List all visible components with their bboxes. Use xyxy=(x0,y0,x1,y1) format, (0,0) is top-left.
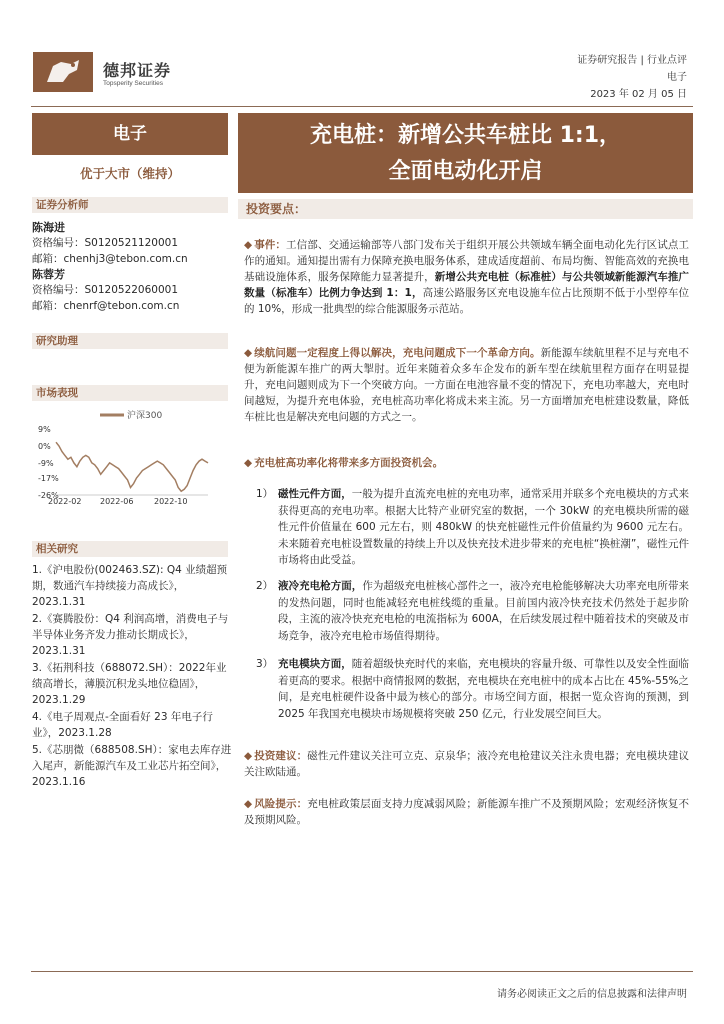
rating-label: 优于大市（维持） xyxy=(79,166,180,181)
logo-english-text: Topsperity Securities xyxy=(103,80,163,87)
advice-text: 磁性元件建议关注可立克、京泉华；液冷充电枪建议关注永贵电器；充电模块建议关注欧陆通。 xyxy=(244,750,690,778)
event-text-b: 高速公路服务区充电设施车位占比预期不低于小型停车位的 10%，形成一批典型的综合能源服务示范站。 xyxy=(244,287,689,315)
advice-paragraph xyxy=(244,748,689,780)
market-chart xyxy=(32,405,228,505)
liquid-cooling-text: 作为超级充电桩核心部件之一，液冷充电枪能够解决大功率充电所带来的发热问题，同时也能减轻充电桩线缆的重量。目前国内液冷快充技术仍然处于起步阶段，主流的液冷快充充电枪的电流指标为 600A，在后续发展过程中随着技术的突破及市场竞争，液冷充电枪市场值得期待。 xyxy=(278,580,690,642)
logo-text: 德邦证券 xyxy=(103,61,172,80)
bullet-icon: ◆ xyxy=(244,457,253,469)
assistant-section-header: 研究助理 xyxy=(32,333,228,349)
event-paragraph xyxy=(244,237,689,317)
event-text-bold: 新增公共充电桩（标准桩）与公共领域新能源汽车推广数量（标准车）比例力争达到 1：1， xyxy=(244,271,690,299)
magnetic-paragraph xyxy=(278,486,689,569)
liquid-cooling-paragraph xyxy=(278,578,689,644)
x-tick-label: 2022-06 xyxy=(100,497,134,505)
title-line: 充电桩：新增公共车桩比 1:1， xyxy=(309,123,622,148)
analyst-name: 陈海进 xyxy=(32,221,65,234)
bullet-icon: ◆ xyxy=(244,798,253,810)
range-paragraph xyxy=(244,345,689,425)
opportunity-paragraph xyxy=(244,455,689,471)
range-lead: 续航问题一定程度上得以解决，充电问题成下一个革命方向。 xyxy=(254,347,541,359)
risk-lead: 风险提示： xyxy=(254,798,308,810)
event-text-a: 工信部、交通运输部等八部门发布关于组织开展公共领域车辆全面电动化先行区试点工作的通知。通知提出需有力保障充换电服务体系，建成适度超前、布局均衡、智能高效的充换电基础设施体系，服务保障能力显著提升， xyxy=(244,239,690,283)
bullet-icon: ◆ xyxy=(244,750,253,762)
y-tick-label: -9% xyxy=(38,458,54,468)
related-item[interactable]: 4.《电子周观点-全面看好 23 年电子行业》，2023.1.28 xyxy=(32,711,213,739)
report-type: 证券研究报告 | 行业点评 xyxy=(577,55,687,66)
bullet-icon: ◆ xyxy=(244,347,253,359)
x-tick-label: 2022-02 xyxy=(48,497,82,505)
analyst-email: 邮箱：chenrf@tebon.com.cn xyxy=(32,300,180,312)
related-item[interactable]: 5.《芯朋微（688508.SH）：家电去库存进入尾声，新能源汽车及工业芯片拓空间》，2023.1.16 xyxy=(32,744,232,788)
y-tick-label: 9% xyxy=(38,425,51,434)
module-lead: 充电模块方面， xyxy=(278,658,352,670)
sub-item-number: 2） xyxy=(256,580,274,592)
related-list xyxy=(32,562,232,791)
analyst-cert: 资格编号：S0120522060001 xyxy=(32,284,179,296)
analyst-email: 邮箱：chenhj3@tebon.com.cn xyxy=(32,253,188,265)
report-date: 2023 年 02 月 05 日 xyxy=(590,89,687,100)
report-industry: 电子 xyxy=(667,72,687,83)
related-item[interactable]: 1.《沪电股份(002463.SZ): Q4 业绩超预期，数通汽车持续接力高成长》，2023.1.31 xyxy=(32,564,228,608)
x-tick-label: 2022-10 xyxy=(154,497,188,505)
y-tick-label: -26% xyxy=(38,491,59,500)
related-item[interactable]: 3.《拓荆科技（688072.SH）：2022年业绩高增长，薄膜沉积龙头地位稳固》，2023.1.29 xyxy=(32,662,227,706)
series-line xyxy=(56,442,208,491)
magnetic-text: 一般为提升直流充电桩的充电功率，通常采用并联多个充电模块的方式来获得更高的充电功率。根据大比特产业研究室的数据，一个 30kW 的充电模块所需的磁性元件价值量在 600 元左右，则 480kW 的快充桩磁性元件价值量约为 9600 元左右。未来随着充电桩设置数量的持续上升以及快充技术进步带来的充电桩“换桩潮”，磁性元件市场将由此受益。 xyxy=(278,488,690,566)
risk-paragraph xyxy=(244,796,689,828)
magnetic-lead: 磁性元件方面， xyxy=(278,488,352,500)
sector-label: 电子 xyxy=(32,113,228,155)
footer-divider xyxy=(31,971,693,972)
y-tick-label: -17% xyxy=(38,474,59,484)
report-title xyxy=(238,113,693,193)
module-paragraph xyxy=(278,656,689,722)
investment-highlights-header: 投资要点： xyxy=(238,199,693,219)
market-section-header: 市场表现 xyxy=(32,385,228,401)
y-tick-label: 0% xyxy=(38,441,51,451)
analyst-cert: 资格编号：S0120521120001 xyxy=(32,237,179,249)
sub-item-number: 1） xyxy=(256,488,274,500)
analyst-name: 陈蓉芳 xyxy=(32,268,65,281)
advice-lead: 投资建议： xyxy=(254,750,308,762)
related-section-header: 相关研究 xyxy=(32,541,228,557)
related-item[interactable]: 2.《赛腾股份：Q4 利润高增，消费电子与半导体业务齐发力推动长期成长》，2023.1.31 xyxy=(32,613,229,657)
footer-disclaimer[interactable]: 请务必阅读正文之后的信息披露和法律声明 xyxy=(497,989,687,1000)
legend-label: 沪深300 xyxy=(127,411,163,421)
range-text: 新能源车续航里程不足与充电不便为新能源车推广的两大掣肘。近年来随着众多车企发布的新车型在续航里程方面存在明显提升，充电问题则成为下一个突破方向。一方面在电池容量不变的情况下，充电功率越大，充电时间越短，为提升充电体验，充电桩高功率化将成未来主流。另一方面增加充电桩建设数量，降低车桩比也是解决充电问题的方式之一。 xyxy=(244,347,690,423)
title-line: 全面电动化开启 xyxy=(388,159,543,184)
header-divider xyxy=(31,106,693,107)
liquid-cooling-lead: 液冷充电枪方面， xyxy=(278,580,363,592)
sub-item-number: 3） xyxy=(256,658,274,670)
analyst-section-header: 证券分析师 xyxy=(32,197,228,213)
opportunity-lead: 充电桩高功率化将带来多方面投资机会。 xyxy=(254,457,444,469)
module-text: 随着超级快充时代的来临，充电模块的容量升级、可靠性以及安全性面临着更高的要求。根据中商情报网的数据，充电模块在充电桩中的成本占比在 45%-55%之间，是充电桩硬件设备中最为核心的部分。市场空间方面，根据一览众咨询的预测，到 2025 年我国充电模块市场规模将突破 250 亿元，行业发展空间巨大。 xyxy=(278,658,690,720)
event-lead: 事件： xyxy=(254,239,287,251)
logo-mark-icon xyxy=(33,52,93,92)
bullet-icon: ◆ xyxy=(244,239,253,251)
risk-text: 充电桩政策层面支持力度减弱风险；新能源车推广不及预期风险；宏观经济恢复不及预期风险。 xyxy=(244,798,690,826)
